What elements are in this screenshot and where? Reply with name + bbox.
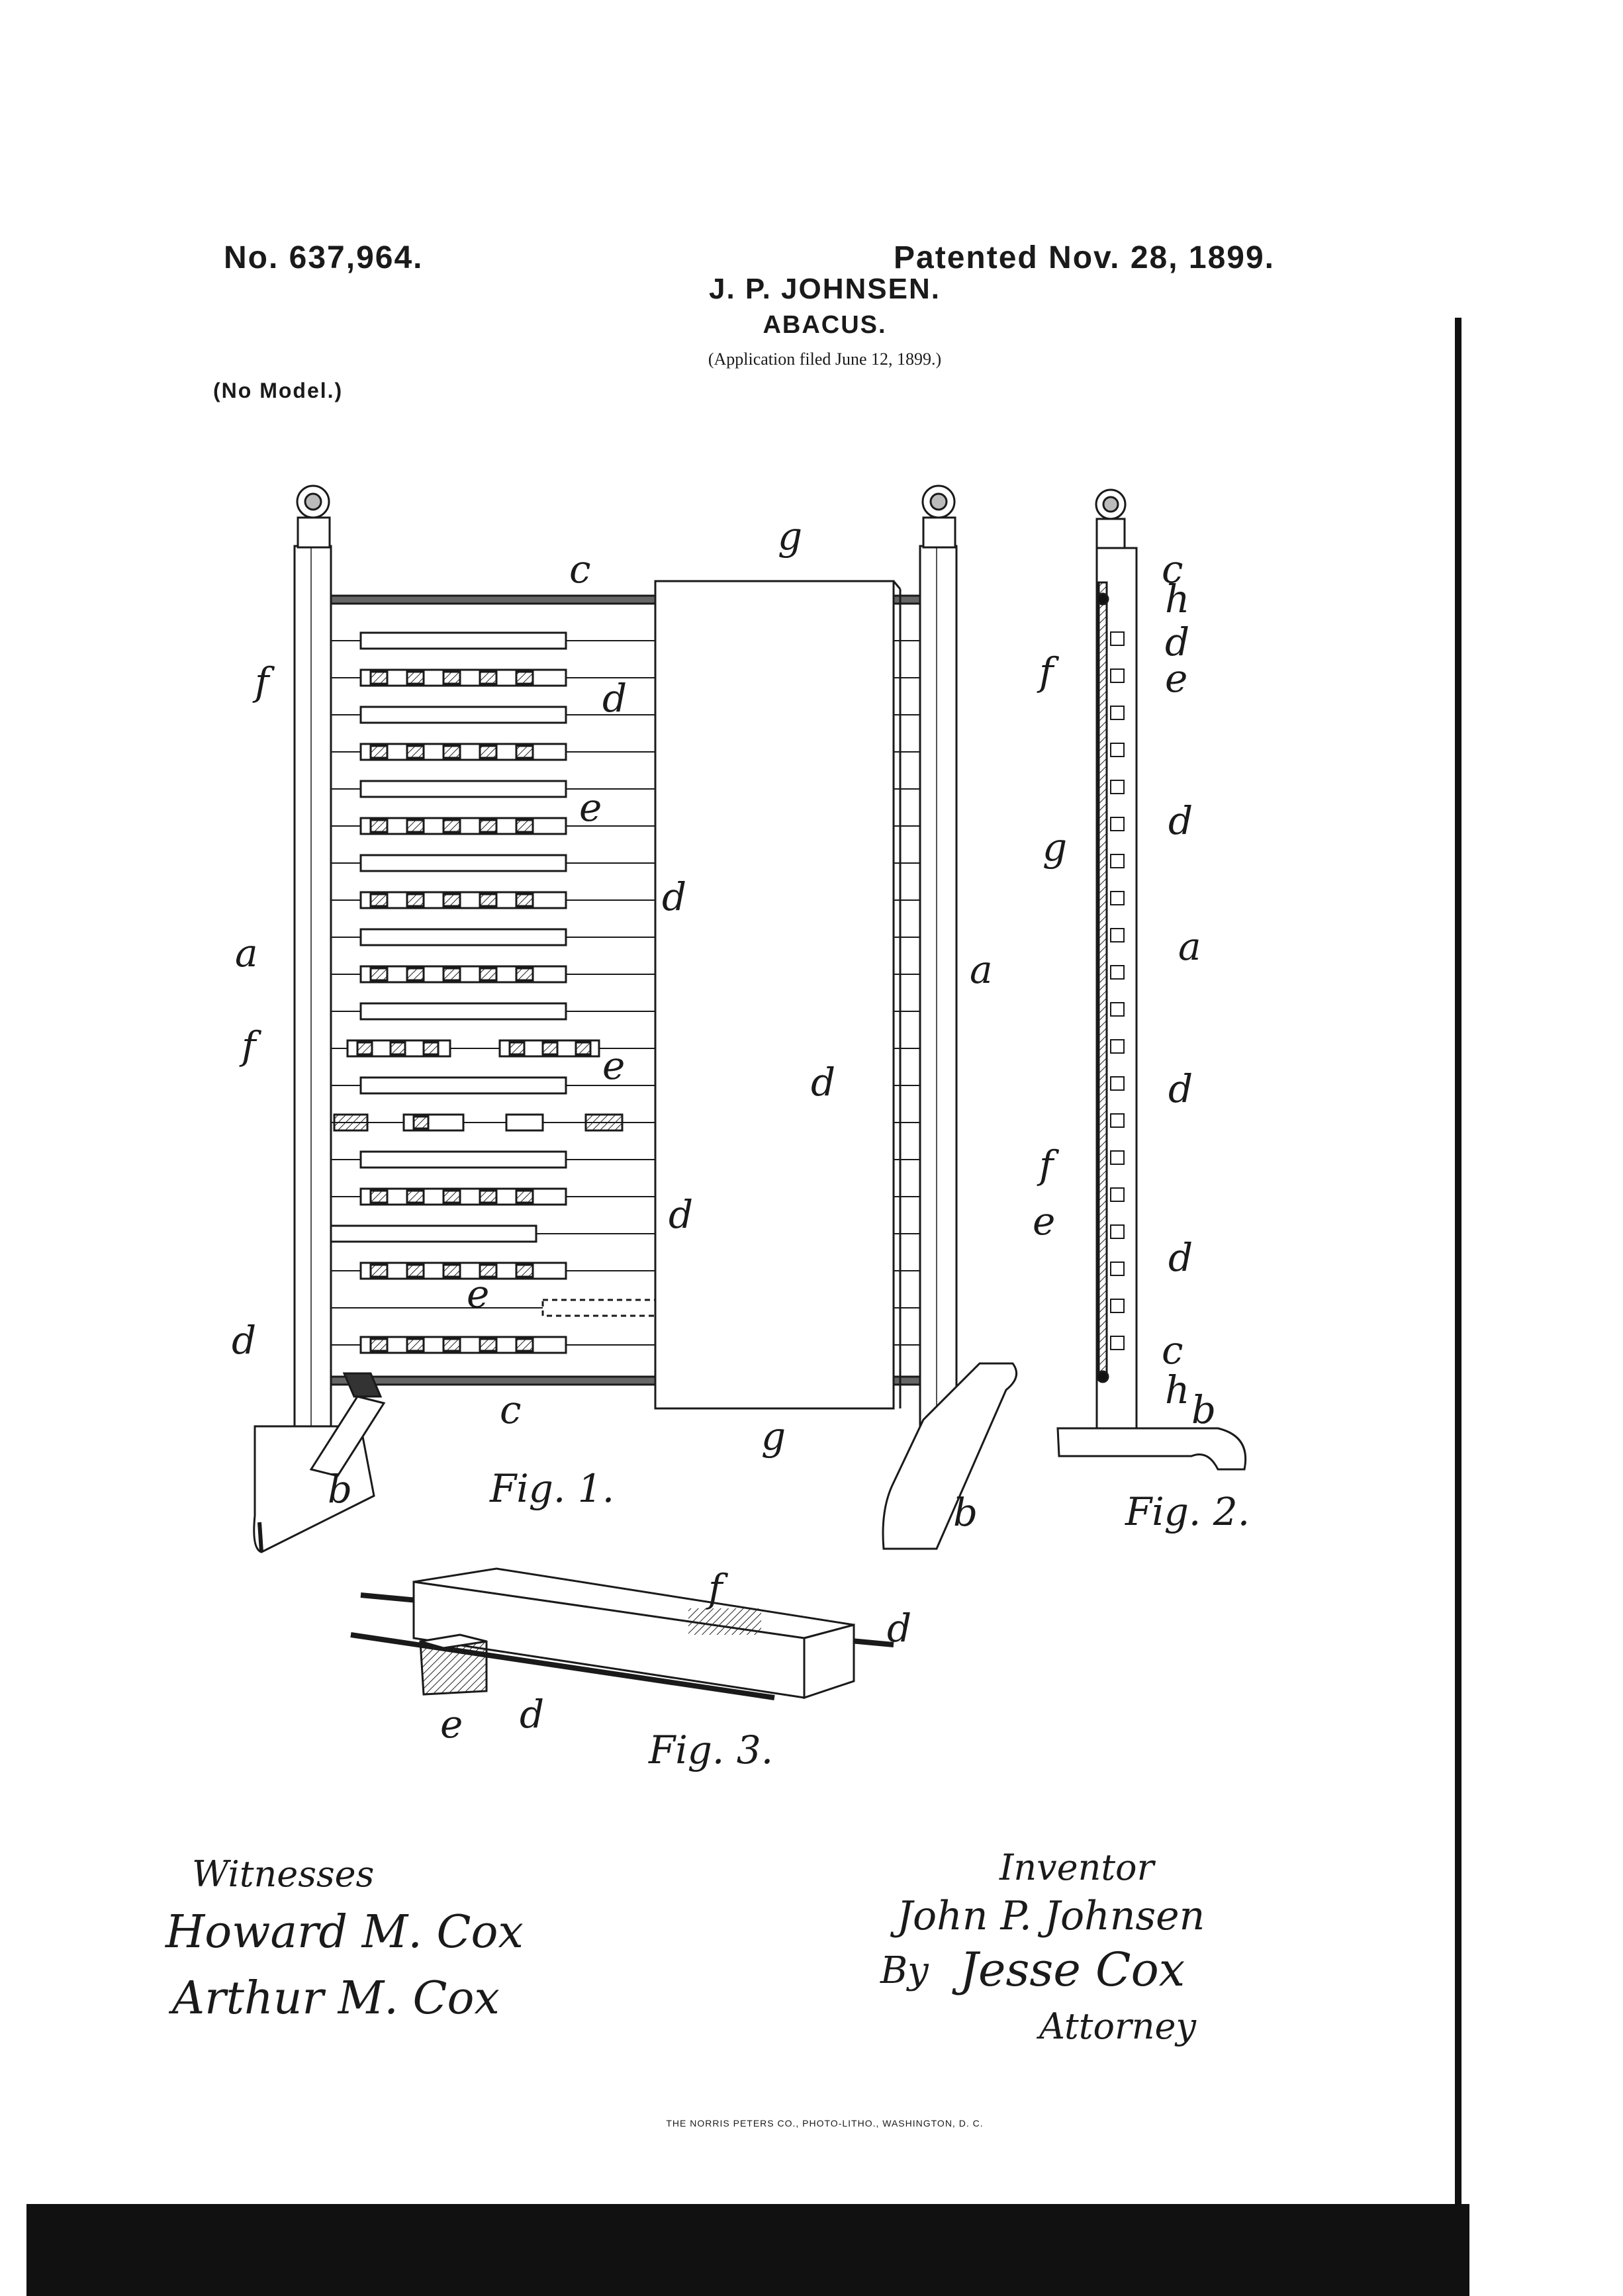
figure-2-caption: Fig. 2. xyxy=(1125,1489,1250,1534)
by-label: By xyxy=(880,1949,929,1992)
svg-text:a: a xyxy=(1178,924,1201,969)
svg-text:b: b xyxy=(1191,1387,1217,1432)
svg-text:d: d xyxy=(1168,1235,1193,1280)
no-model-note: (No Model.) xyxy=(213,379,344,402)
witness-signature-1: Howard M. Cox xyxy=(165,1906,524,1958)
svg-text:c: c xyxy=(569,547,591,592)
svg-text:h: h xyxy=(1165,1367,1190,1412)
svg-text:d: d xyxy=(602,676,627,721)
svg-text:e: e xyxy=(467,1271,490,1316)
svg-text:d: d xyxy=(669,1192,694,1237)
svg-text:g: g xyxy=(1043,825,1068,870)
svg-text:g: g xyxy=(761,1414,786,1459)
inventor-name-heading: J. P. JOHNSEN. xyxy=(709,273,941,305)
svg-text:e: e xyxy=(1165,656,1188,701)
attorney-signature: Jesse Cox xyxy=(960,1943,1185,1997)
svg-text:f: f xyxy=(255,659,269,704)
patent-title: ABACUS. xyxy=(763,311,887,339)
svg-text:d: d xyxy=(1168,798,1193,843)
svg-text:d: d xyxy=(520,1692,545,1737)
figure-3-caption: Fig. 3. xyxy=(649,1727,774,1772)
svg-text:d: d xyxy=(811,1060,836,1105)
svg-text:e: e xyxy=(579,785,602,830)
svg-text:h: h xyxy=(1165,576,1190,621)
application-filed-note: (Application filed June 12, 1899.) xyxy=(708,349,942,369)
svg-text:c: c xyxy=(1162,547,1183,592)
svg-text:f: f xyxy=(1039,1142,1054,1187)
svg-text:e: e xyxy=(1033,1199,1056,1244)
figure-3-bar-detail xyxy=(351,1569,894,1698)
svg-text:e: e xyxy=(440,1702,463,1747)
figure-1-caption: Fig. 1. xyxy=(490,1466,615,1511)
svg-text:f: f xyxy=(242,1023,256,1068)
figure-2-side-view xyxy=(1058,490,1246,1469)
svg-text:a: a xyxy=(235,931,258,976)
svg-text:d: d xyxy=(232,1318,257,1363)
witnesses-label: Witnesses xyxy=(192,1853,375,1895)
inventor-label: Inventor xyxy=(999,1847,1154,1888)
svg-text:e: e xyxy=(602,1043,626,1088)
svg-text:b: b xyxy=(953,1490,978,1535)
svg-text:d: d xyxy=(1168,1066,1193,1111)
svg-text:c: c xyxy=(500,1387,522,1432)
svg-text:d: d xyxy=(887,1606,912,1651)
figure-1-cover-plate xyxy=(655,581,900,1408)
patent-date: Patented Nov. 28, 1899. xyxy=(894,240,1275,275)
svg-text:d: d xyxy=(662,874,687,919)
svg-text:f: f xyxy=(708,1566,723,1611)
patent-number: No. 637,964. xyxy=(224,240,424,275)
attorney-label: Attorney xyxy=(1039,2005,1197,2047)
svg-text:d: d xyxy=(1165,620,1190,665)
svg-text:b: b xyxy=(328,1467,353,1512)
printer-credit: THE NORRIS PETERS CO., PHOTO-LITHO., WASHINGTON, D. C. xyxy=(666,2118,984,2129)
inventor-signature: John P. Johnsen xyxy=(897,1893,1205,1939)
svg-text:c: c xyxy=(1162,1328,1183,1373)
svg-text:a: a xyxy=(970,947,993,992)
svg-text:f: f xyxy=(1039,649,1054,694)
svg-text:g: g xyxy=(778,514,803,559)
witness-signature-2: Arthur M. Cox xyxy=(172,1972,500,2025)
